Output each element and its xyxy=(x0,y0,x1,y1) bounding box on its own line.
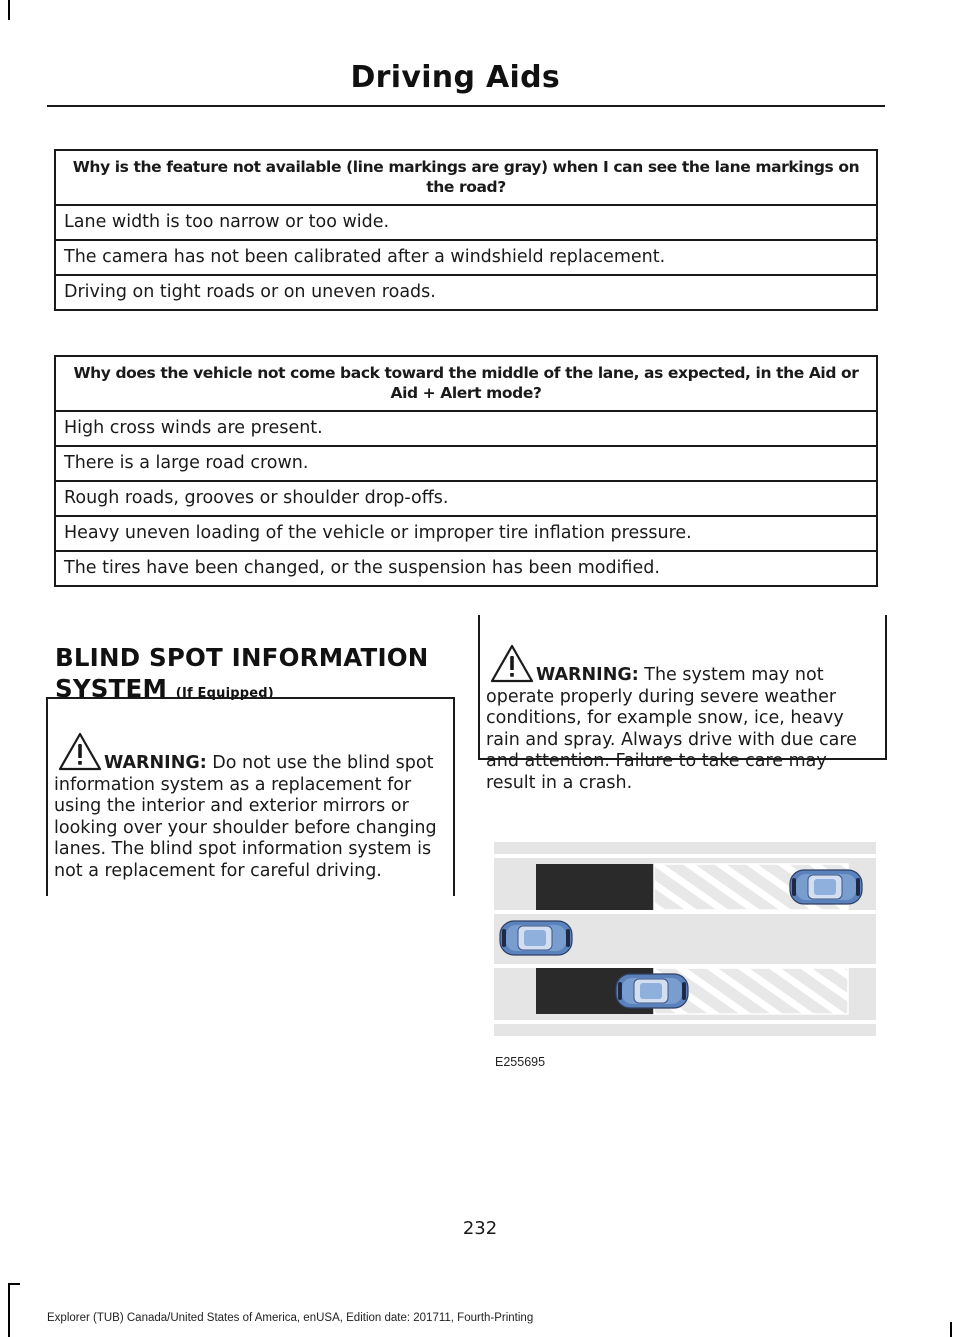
table-row: Heavy uneven loading of the vehicle or improper tire inflation pressure. xyxy=(55,516,877,551)
figure-code: E255695 xyxy=(495,1055,546,1069)
table-row: High cross winds are present. xyxy=(55,411,877,446)
vehicle-centering-table xyxy=(54,355,878,587)
page-number: 232 xyxy=(462,1218,498,1239)
page-title: Driving Aids xyxy=(350,60,560,95)
warning-box-weather xyxy=(478,615,887,793)
warning-text: The system may not operate properly during severe weather conditions, for example snow, ice, heavy rain and spray. Always drive with due care and attention. Failure to take care may result in a crash. xyxy=(486,665,857,793)
table-row: Driving on tight roads or on uneven roads. xyxy=(55,275,877,310)
lane-line xyxy=(494,1020,876,1024)
section-title-text: BLIND SPOT INFORMATION SYSTEM xyxy=(55,643,429,703)
crop-mark-top-left xyxy=(8,0,10,20)
header-divider xyxy=(47,105,885,107)
lane-markings-table xyxy=(54,149,878,311)
table-row: Lane width is too narrow or too wide. xyxy=(55,205,877,240)
blind-spot-zones-illustration xyxy=(494,842,876,1036)
car-icon-bottom xyxy=(616,974,688,1008)
warning-label: WARNING: xyxy=(104,753,207,773)
table-row: The tires have been changed, or the suspension has been modified. xyxy=(55,551,877,586)
footer-edition-info: Explorer (TUB) Canada/United States of America, enUSA, Edition date: 201711, Fourth-Printing xyxy=(47,1312,534,1324)
car-icon-host xyxy=(500,921,572,955)
table-question: Why does the vehicle not come back toward the middle of the lane, as expected, in the Aid or Aid + Alert mode? xyxy=(55,356,877,411)
section-subtitle: (If Equipped) xyxy=(175,686,274,701)
table-row: There is a large road crown. xyxy=(55,446,877,481)
warning-triangle-icon xyxy=(58,732,102,772)
warning-triangle-icon xyxy=(490,644,534,684)
table-row: The camera has not been calibrated after a windshield replacement. xyxy=(55,240,877,275)
crop-mark-bottom-left-h xyxy=(8,1283,20,1285)
warning-text: Do not use the blind spot information system as a replacement for using the interior and exterior mirrors or looking over your shoulder before changing lanes. The blind spot information system is not a replacement for careful driving. xyxy=(54,753,437,881)
table-question: Why is the feature not available (line markings are gray) when I can see the lane markings on the road? xyxy=(55,150,877,205)
warning-box-mirrors xyxy=(46,697,455,896)
lane-line xyxy=(494,854,876,858)
table-row: Rough roads, grooves or shoulder drop-offs. xyxy=(55,481,877,516)
blind-spot-zone-near-top xyxy=(536,864,654,910)
crop-mark-bottom-left xyxy=(8,1283,10,1337)
crop-mark-bottom-right xyxy=(950,1322,952,1337)
car-icon-top-right xyxy=(790,870,862,904)
warning-label: WARNING: xyxy=(536,665,639,685)
